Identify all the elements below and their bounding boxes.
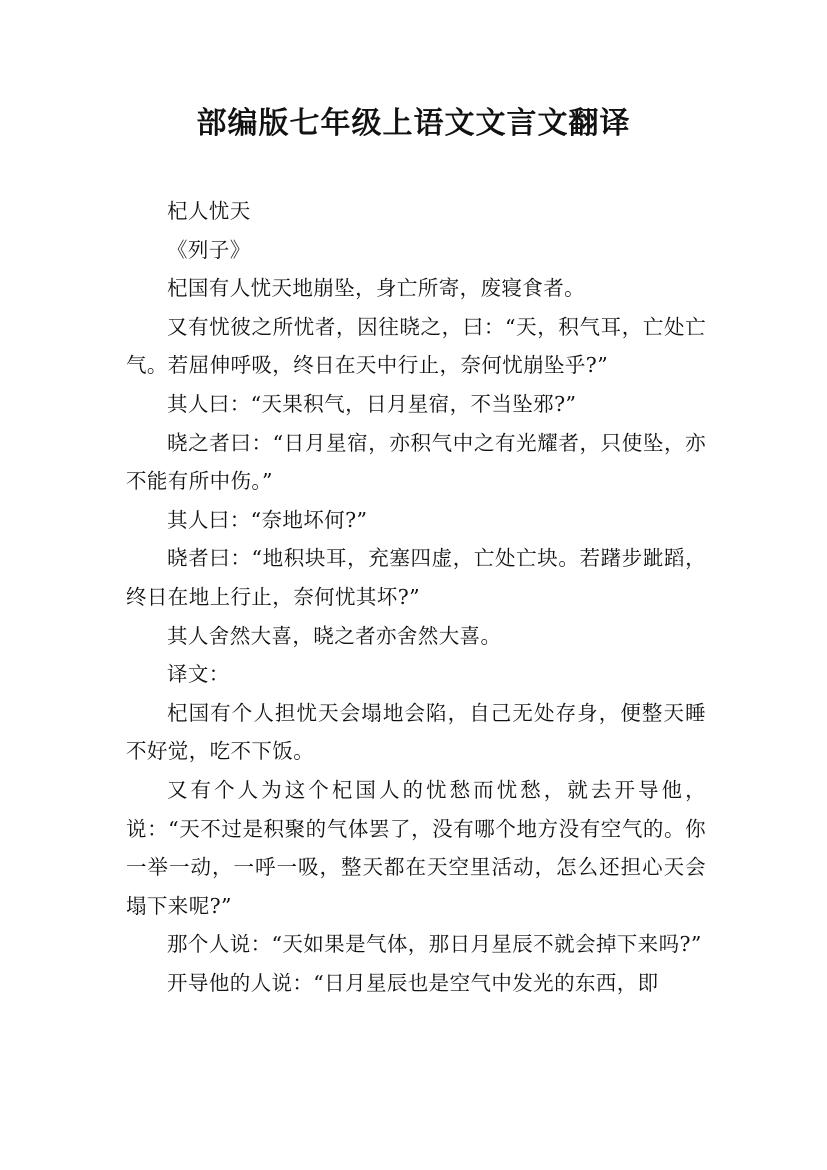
paragraph: 晓者曰：“地积块耳，充塞四虚，亡处亡块。若躇步跐蹈，终日在地上行止，奈何忧其坏?”: [126, 546, 706, 609]
document-title: 部编版七年级上语文文言文翻译: [196, 106, 631, 141]
paragraph-story-title: 杞人忧天: [167, 199, 251, 223]
paragraph: 又有个人为这个杞国人的忧愁而忧愁，就去开导他，说：“天不过是积聚的气体罢了，没有哪个地方没有空气的。你一举一动，一呼一吸，整天都在天空里活动，怎么还担心天会塌下来呢?”: [126, 777, 706, 918]
paragraph: 又有忧彼之所忧者，因往晓之，曰：“天，积气耳，亡处亡气。若屈伸呼吸，终日在天中行止，奈何忧崩坠乎?”: [126, 314, 706, 378]
paragraph-translation-heading: 译文：: [167, 662, 230, 687]
paragraph: 其人曰：“天果积气，日月星宿，不当坠邪?”: [167, 391, 577, 416]
paragraph: 杞国有个人担忧天会塌地会陷，自己无处存身，便整天睡不好觉，吃不下饭。: [126, 700, 706, 764]
paragraph: 那个人说：“天如果是气体，那日月星辰不就会掉下来吗?”: [167, 932, 702, 957]
document-body: [126, 192, 706, 1002]
paragraph: 其人舍然大喜，晓之者亦舍然大喜。: [167, 623, 502, 648]
paragraph: 晓之者曰：“日月星宿，亦积气中之有光耀者，只使坠，亦不能有所中伤。”: [126, 430, 706, 494]
paragraph: 其人曰：“奈地坏何?”: [167, 507, 368, 532]
paragraph: 杞国有人忧天地崩坠，身亡所寄，废寝食者。: [167, 276, 585, 301]
paragraph-source: 《列子》: [167, 237, 251, 262]
paragraph: 开导他的人说：“日月星辰也是空气中发光的东西，即: [167, 970, 659, 995]
